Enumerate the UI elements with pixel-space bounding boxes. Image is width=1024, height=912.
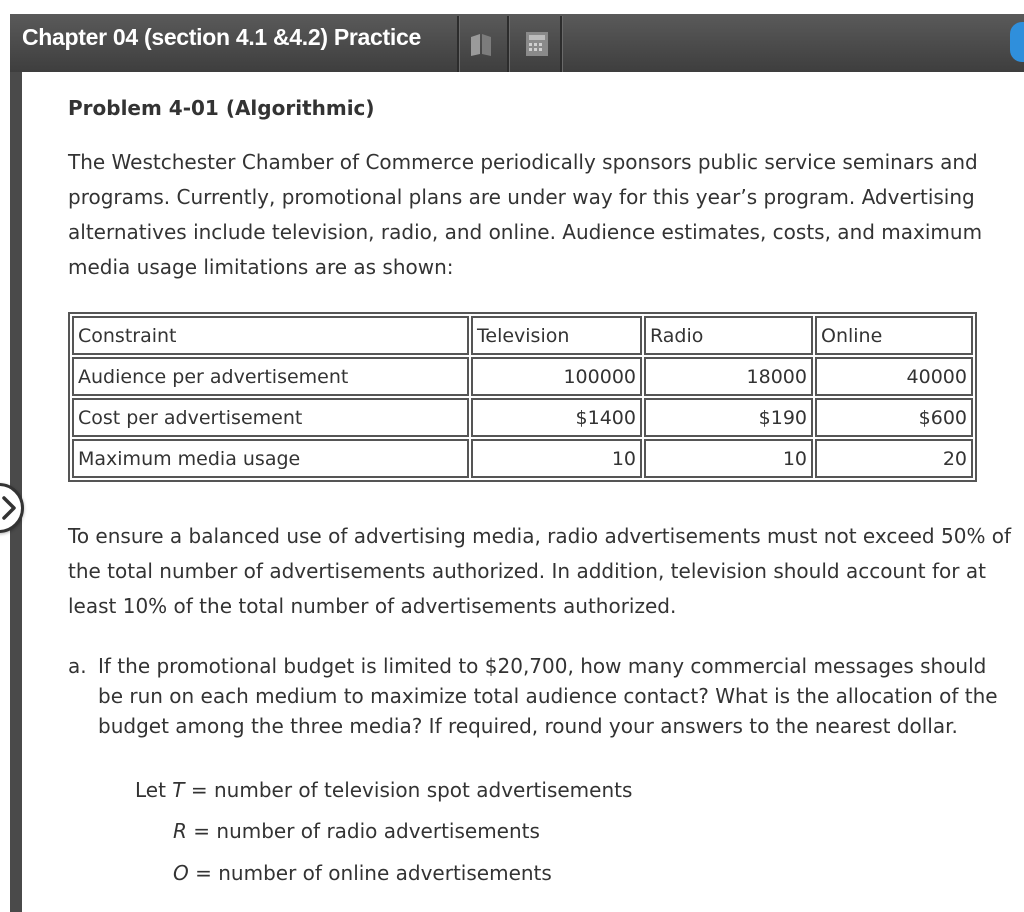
table-header-row (72, 316, 973, 355)
problem-content (22, 72, 1024, 912)
table-cell: 10 (471, 439, 642, 478)
var-o: O (173, 861, 189, 885)
definition-text: number of radio advertisements (216, 819, 540, 843)
side-panel-tab[interactable] (1010, 22, 1024, 62)
definition-o (173, 861, 552, 885)
table-cell: 18000 (644, 357, 813, 396)
assignment-header (10, 14, 1024, 73)
table-cell: 100000 (471, 357, 642, 396)
table-header-cell: Television (471, 316, 642, 355)
assignment-title: Chapter 04 (section 4.1 &4.2) Practice (22, 24, 421, 50)
definition-text: number of online advertisements (218, 861, 552, 885)
equals-sign: = (193, 819, 211, 843)
table-cell: Maximum media usage (72, 439, 469, 478)
equals-sign: = (190, 778, 208, 802)
table-row (72, 398, 973, 437)
table-header-cell: Radio (644, 316, 813, 355)
definition-t (135, 778, 632, 802)
header-divider (560, 16, 563, 72)
definition-r (173, 819, 540, 843)
definition-text: number of television spot advertisements (214, 778, 633, 802)
header-divider (507, 16, 510, 72)
table-cell: $190 (644, 398, 813, 437)
var-r: R (173, 819, 187, 843)
question-letter: a. (68, 654, 87, 678)
equals-sign: = (195, 861, 212, 885)
next-arrow-button[interactable] (0, 483, 24, 533)
table-cell: Cost per advertisement (72, 398, 469, 437)
problem-intro: The Westchester Chamber of Commerce periodically sponsors public service seminars and programs. Currently, promotional plans are under way for this year’s program. Advertising alternatives include television, radio, and online. Audience estimates, costs, and maximum media usage limitations are as shown: (68, 150, 983, 279)
table-row (72, 439, 973, 478)
chevron-right-icon (0, 486, 21, 530)
constraints-paragraph: To ensure a balanced use of advertising media, radio advertisements must not exceed 50% of the total number of advertisements authorized. In addition, television should account for at least 10% of the total number of advertisements authorized. (68, 524, 1012, 618)
let-label: Let (135, 778, 166, 802)
table-cell: Audience per advertisement (72, 357, 469, 396)
media-table (68, 312, 977, 482)
table-cell: $1400 (471, 398, 642, 437)
question-a (68, 651, 1008, 741)
table-row (72, 357, 973, 396)
calculator-icon[interactable] (524, 30, 550, 58)
question-text: If the promotional budget is limited to $20,700, how many commercial messages should be run on each medium to maximize total audience contact? What is the allocation of the budget among the three media? If required, round your answers to the nearest dollar. (98, 654, 998, 738)
table-cell: 10 (644, 439, 813, 478)
table-header-cell: Online (815, 316, 973, 355)
table-cell: 40000 (815, 357, 973, 396)
table-cell: 20 (815, 439, 973, 478)
var-t: T (172, 778, 185, 802)
table-cell: $600 (815, 398, 973, 437)
header-divider (457, 16, 460, 72)
table-header-cell: Constraint (72, 316, 469, 355)
problem-title: Problem 4-01 (Algorithmic) (68, 96, 375, 120)
window-top-strip (0, 0, 1024, 14)
book-icon[interactable] (468, 30, 494, 58)
